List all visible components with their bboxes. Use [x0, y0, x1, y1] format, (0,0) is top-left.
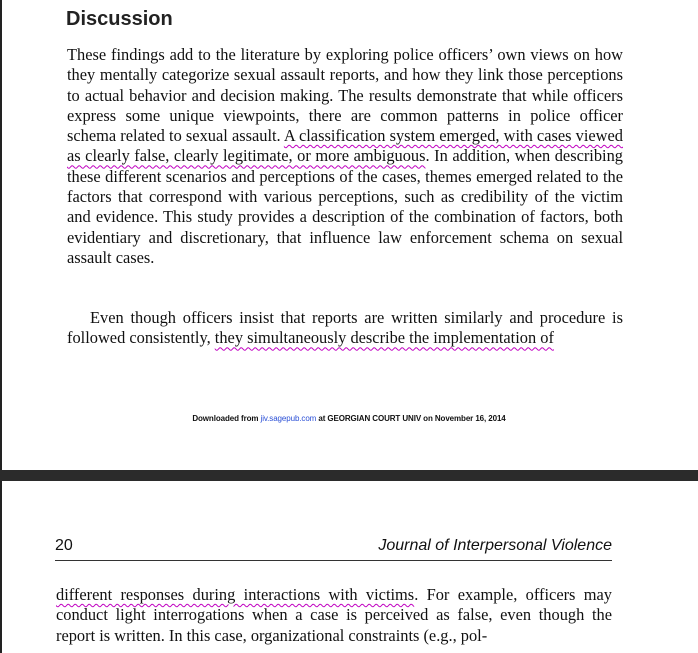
highlighted-text: A classification system emerged, with cases viewed as clearly false, clearly legitimate, or more ambiguous	[67, 126, 623, 166]
paragraph-text: These findings add to the literature by exploring police officers’ own views on how they mentally categorize sexual assault reports, and how they link those perceptions to actual behavior and decision making. The results demonstrate that while officers express some unique viewpoints, there are common patterns in police officer schema related to sexual assault.	[67, 45, 623, 146]
page-separator	[0, 470, 698, 481]
body-paragraph-2	[67, 308, 623, 349]
footer-suffix: at GEORGIAN COURT UNIV on November 16, 2014	[316, 414, 506, 423]
header-rule	[55, 560, 612, 561]
section-heading: Discussion	[66, 8, 173, 30]
body-paragraph-3	[56, 585, 612, 646]
download-footer	[0, 414, 698, 423]
paragraph-text: . For example, officers may conduct light interrogations when a case is perceived as false, even though the report is written. In this case, organizational constraints (e.g., pol-	[56, 585, 612, 645]
footer-prefix: Downloaded from	[192, 414, 261, 423]
paragraph-text: . In addition, when describing these different scenarios and perceptions of the cases, themes emerged related to the factors that correspond with various perceptions, such as credibility of the victim and evidence. This study provides a description of the combination of factors, both evidentiary and discretionary, that influence law enforcement schema on sexual assault cases.	[67, 146, 623, 267]
body-paragraph-1	[67, 45, 623, 268]
highlighted-text: they simultaneously describe the implementation of	[214, 328, 554, 348]
journal-title: Journal of Interpersonal Violence	[378, 537, 612, 554]
paragraph-text: Even though officers insist that reports are written similarly and procedure is followed consistently,	[67, 308, 623, 348]
footer-link[interactable]: jiv.sagepub.com	[260, 414, 317, 423]
highlighted-text: different responses during interactions with victims	[56, 585, 415, 604]
page-number: 20	[55, 537, 73, 554]
